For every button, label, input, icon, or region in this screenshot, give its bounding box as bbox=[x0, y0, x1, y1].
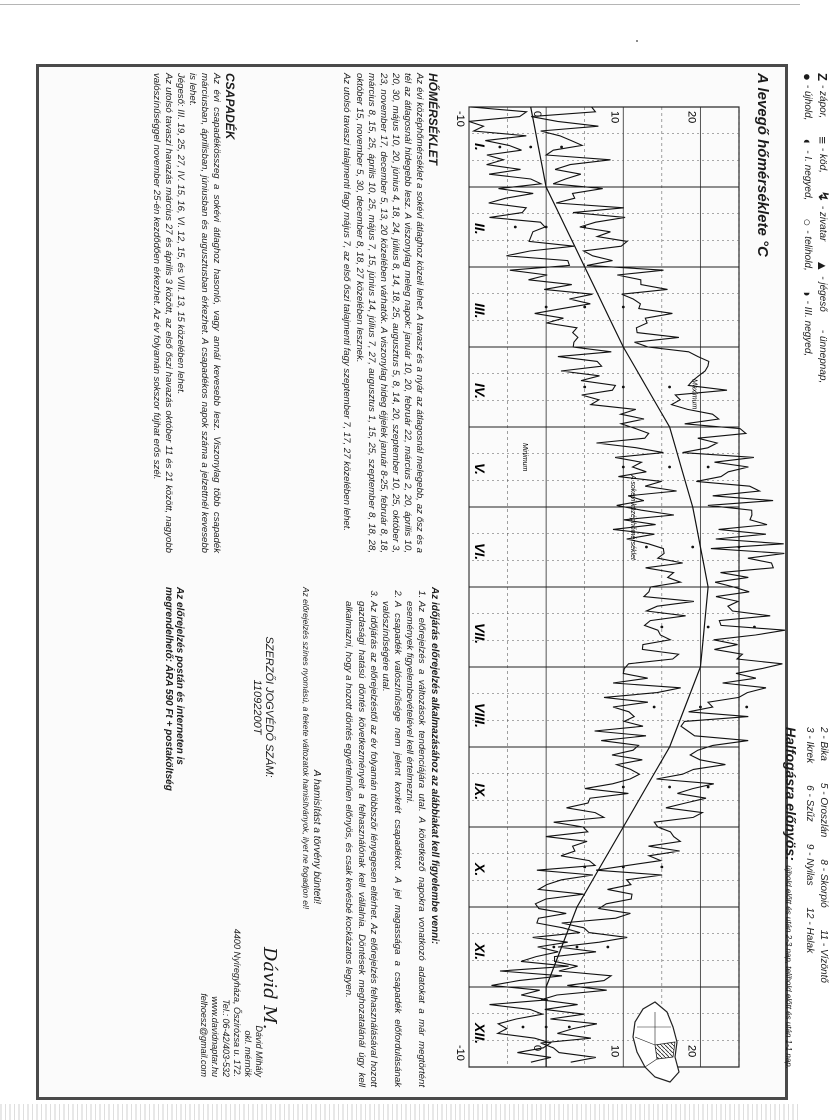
month-label: IX. bbox=[472, 783, 488, 801]
legend-label: - köd, bbox=[817, 147, 829, 173]
series-1-point bbox=[668, 386, 671, 389]
legend-item-new-moon bbox=[800, 73, 815, 120]
series-line-2 bbox=[469, 107, 694, 1062]
legend-row-2 bbox=[800, 73, 815, 356]
month-label: XII. bbox=[472, 1023, 488, 1045]
month-label: X. bbox=[472, 863, 488, 877]
series-3-point bbox=[668, 786, 671, 789]
series-3-point bbox=[668, 466, 671, 469]
fog-icon: ≡ bbox=[815, 136, 831, 144]
y-tick-right: -10 bbox=[454, 1045, 466, 1061]
temperature-section bbox=[340, 73, 440, 553]
legend-label: - ünnepnap, bbox=[817, 329, 829, 384]
precipitation-section bbox=[149, 73, 237, 553]
series-1-point bbox=[560, 146, 563, 149]
y-tick-right: 10 bbox=[608, 1045, 621, 1058]
series-3-point bbox=[529, 146, 532, 149]
zodiac-item: 5 - Oroszlán bbox=[818, 782, 829, 838]
temperature-paragraph-1: Az évi középhőmérséklet a sokévi átlaghoz közeli lehet. A tavasz és a nyár az átlagosnál melegebb, az ősz és a tél az átlagosnál hidegebb lesz. A viszonylag meleg napok: január 10, 20, február 22, március 2, 20, április 10, 20, 30, május 10, 20, június 4, 18, 24, július 8, 14, 18, 25, augusztus 5, 8, 14, 20, szeptember 10, 25, október 3, 23, november 17, december 5, 13, 20 közelében várhatók. A viszonylag hideg éjjelek január 8-25, február 8, 18, március 8, 15, 25, április 10, 25, május 7, 15, június 14, július 7, 27, augusztus 1, 15, 25, szeptember 8, 18, 28, október 15, november 5, 30, december 8, 18, 27 közelében lesznek. bbox=[353, 73, 425, 553]
legend-label: - újhold, bbox=[802, 84, 813, 121]
series-3-point bbox=[691, 546, 694, 549]
thunderstorm-icon: ↯ bbox=[816, 190, 831, 202]
fishing-label: Halfogásra előnyös: bbox=[783, 727, 799, 861]
chart-title: A levegő hőmérséklete °C bbox=[754, 73, 771, 257]
full-moon-icon: ○ bbox=[800, 218, 815, 227]
guidance-item-1: 1. Az előrejelzés a változások tendenciájára utal. A következő napokra vonatkozó adatokat a már megtörtént események figyelembevételével kell értelmezni. bbox=[403, 601, 427, 1087]
series-1-point bbox=[707, 786, 710, 789]
month-label: I. bbox=[472, 143, 488, 151]
guidance-item-2: 2. A csapadék valószínűsége nem jelent konkrét csapadékot. A jel magassága a csapadék előfordulásának valószínűségére utal. bbox=[379, 601, 403, 1087]
series-2-point bbox=[622, 786, 625, 789]
copyright-block bbox=[251, 627, 275, 787]
legend-row-1 bbox=[815, 73, 831, 383]
legend-item-holiday bbox=[815, 330, 831, 383]
series-2-point bbox=[522, 1026, 525, 1029]
order-line-2: megrendelhető: ÁRA 590 Ft + postaköltség bbox=[163, 587, 174, 791]
series-2-point bbox=[583, 866, 586, 869]
month-label: VIII. bbox=[472, 703, 488, 728]
precipitation-paragraph-1: Az évi csapadékösszeg a sokévi átlaghoz hasonló, vagy annál kevesebb lesz. Viszonylag több csapadék márciusban, áprilisban, júniusban és augusztusban érkezhet. A csapadékos napok száma a jelzettnél kevesebb is lehet. bbox=[186, 73, 222, 553]
series-2-point bbox=[583, 386, 586, 389]
zodiac-row-2 bbox=[804, 727, 815, 953]
legend-item-hail bbox=[815, 259, 831, 311]
zodiac-item: 9 - Nyilas bbox=[804, 843, 815, 886]
author-website: www.davidnaptar.hu bbox=[210, 996, 220, 1077]
shower-icon: Z bbox=[815, 73, 831, 81]
y-tick-left: 20 bbox=[685, 111, 698, 124]
precipitation-paragraph-2: Jégeső: III. 19, 25, 27, IV. 15, 16, VI. 12, 15, és VIII. 13, 15 közelében lehet. bbox=[174, 73, 186, 395]
series-1-point bbox=[583, 226, 586, 229]
guidance-heading: Az időjárás előrejelzés alkalmazásához az alábbiakat kell figyelembe venni: bbox=[429, 587, 440, 945]
series-2-point bbox=[622, 466, 625, 469]
month-label: II. bbox=[472, 223, 488, 235]
author-address: 4400 Nyíregyháza, Őszirózsa u. 172. bbox=[232, 928, 242, 1077]
legend-item-fog bbox=[815, 136, 831, 173]
zodiac-row-1 bbox=[818, 727, 829, 983]
month-label: VII. bbox=[472, 623, 488, 645]
legend-label: - I. negyed, bbox=[802, 150, 813, 201]
chart-annotation: A sokévi középhőmérséklet bbox=[629, 475, 636, 560]
month-label: VI. bbox=[472, 543, 488, 561]
series-1-point bbox=[622, 306, 625, 309]
series-2-point bbox=[653, 706, 656, 709]
series-1-point bbox=[606, 946, 609, 949]
order-block bbox=[163, 587, 185, 791]
legend-item-full-moon bbox=[800, 218, 815, 270]
legend-item-shower bbox=[815, 73, 831, 118]
month-label: III. bbox=[472, 303, 488, 319]
legend-label: - telihold, bbox=[802, 230, 813, 271]
legend-label: - III. negyed, bbox=[802, 300, 813, 357]
series-3-point bbox=[583, 306, 586, 309]
last-quarter-icon: ◑ bbox=[800, 288, 815, 297]
author-signature: Dávid M. bbox=[259, 947, 280, 1030]
scan-noise bbox=[0, 1104, 800, 1120]
series-2-point bbox=[514, 226, 517, 229]
author-title: okl. mérnök bbox=[243, 1030, 253, 1077]
guidance-item-3: 3. Az időjárás az előrejelzéstől az év folyamán többször lényegesen eltérhet. Az előrejelzés felhasználásával hozott gazdasági hatású döntés következményeit a felhasználónak kell vállalnia. Döntések meghozatalánál úgy kell alkalmazni, hogy a hozott döntés egyértelműen előnyös, és csak kevésbé kockázatos legyen. bbox=[342, 601, 378, 1087]
hail-icon: ▲ bbox=[815, 259, 831, 273]
temperature-chart bbox=[449, 67, 749, 1097]
guidance-list bbox=[342, 587, 427, 1087]
order-line-1: Az előrejelzés postán és interneten is bbox=[174, 587, 185, 765]
zodiac-item: 3 - Ikrek bbox=[804, 727, 815, 764]
legend-item-first-quarter bbox=[800, 138, 815, 200]
series-3-point bbox=[699, 706, 702, 709]
zodiac-item: 8 - Skorpió bbox=[818, 859, 829, 908]
series-3-point bbox=[622, 386, 625, 389]
page-top-rule bbox=[0, 4, 800, 5]
precipitation-paragraph-3: Az utolsó tavaszi havazás március 27 és április 3 között, az első őszi havazás október 11 és 21 között, nagyobb valószínűséggel november 25-én kezdődően érkezhet. Az év folyamán sokszor fújhat erős szél. bbox=[150, 73, 174, 553]
author-phone: Tel.: 06-42/403-532 bbox=[221, 999, 231, 1077]
zodiac-item: 6 - Szűz bbox=[804, 785, 815, 822]
author-block bbox=[198, 907, 280, 1077]
zodiac-item: 12 - Halak bbox=[804, 907, 815, 954]
temperature-heading: HŐMÉRSÉKLET bbox=[426, 73, 440, 166]
fishing-line bbox=[781, 727, 799, 1069]
temperature-paragraph-2: Az utolsó tavaszi talajmenti fagy május 7, az első őszi talajmenti fagy szeptember 7, 17, 27 közelében lehet. bbox=[341, 73, 353, 532]
series-1-point bbox=[753, 626, 756, 629]
fishing-note: újhold előtt és után 2-3 nap, telihold előtt és után 1-1 nap. bbox=[784, 865, 793, 1069]
precipitation-heading: CSAPADÉK bbox=[223, 73, 237, 140]
new-moon-icon: ● bbox=[800, 73, 815, 81]
y-tick-left: 10 bbox=[608, 111, 621, 124]
series-2-point bbox=[645, 546, 648, 549]
copyright-label: SZERZŐI JOGVÉDŐ SZÁM: bbox=[263, 636, 275, 778]
speck bbox=[636, 40, 638, 42]
y-tick-left: 0 bbox=[531, 111, 544, 118]
series-1-point bbox=[738, 546, 741, 549]
series-3-point bbox=[545, 1026, 548, 1029]
series-2-point bbox=[545, 306, 548, 309]
series-1-point bbox=[568, 1026, 571, 1029]
month-label: XI. bbox=[472, 943, 488, 961]
series-3-point bbox=[622, 866, 625, 869]
zodiac-item: 2 - Bika bbox=[818, 727, 829, 761]
legend-item-thunderstorm bbox=[815, 191, 831, 241]
legend-label: - zápor, bbox=[817, 84, 829, 119]
law-note: A hamisítást a törvény bünteti! bbox=[311, 769, 323, 905]
series-1-point bbox=[660, 866, 663, 869]
legend-item-last-quarter bbox=[800, 289, 815, 356]
y-tick-right: 0 bbox=[531, 1045, 544, 1052]
chart-annotation: Minimum bbox=[521, 443, 528, 472]
series-2-point bbox=[552, 946, 555, 949]
series-3-point bbox=[576, 946, 579, 949]
month-label: V. bbox=[472, 463, 488, 475]
y-tick-right: 20 bbox=[685, 1045, 698, 1058]
series-2-point bbox=[660, 626, 663, 629]
y-tick-left: -10 bbox=[454, 111, 466, 127]
series-3-point bbox=[545, 226, 548, 229]
forecast-sheet bbox=[36, 64, 831, 1100]
author-email: felhoesz@gmail.com bbox=[199, 993, 209, 1077]
series-1-point bbox=[745, 706, 748, 709]
series-line-1 bbox=[531, 107, 785, 1062]
first-quarter-icon: ◐ bbox=[800, 138, 815, 147]
legend-label: - zivatar bbox=[817, 205, 829, 242]
series-1-point bbox=[707, 466, 710, 469]
chart-annotation: Maximum bbox=[690, 379, 698, 410]
series-3-point bbox=[707, 626, 710, 629]
print-note: Az előrejelzés színes nyomású, a fekete változatok hamisítványok, ilyet ne fogadjon el! bbox=[301, 587, 312, 910]
hungary-map-icon bbox=[625, 997, 685, 1087]
guidance-section bbox=[301, 587, 440, 1087]
month-label: IV. bbox=[472, 383, 488, 399]
zodiac-item: 11 - Vízöntő bbox=[818, 929, 829, 983]
copyright-number: 11092200T bbox=[251, 679, 263, 735]
author-name: Dávid Mihály bbox=[254, 1025, 264, 1077]
rotated-content bbox=[39, 67, 831, 1097]
legend-label: - jégeső bbox=[817, 276, 829, 312]
series-2-point bbox=[498, 146, 501, 149]
